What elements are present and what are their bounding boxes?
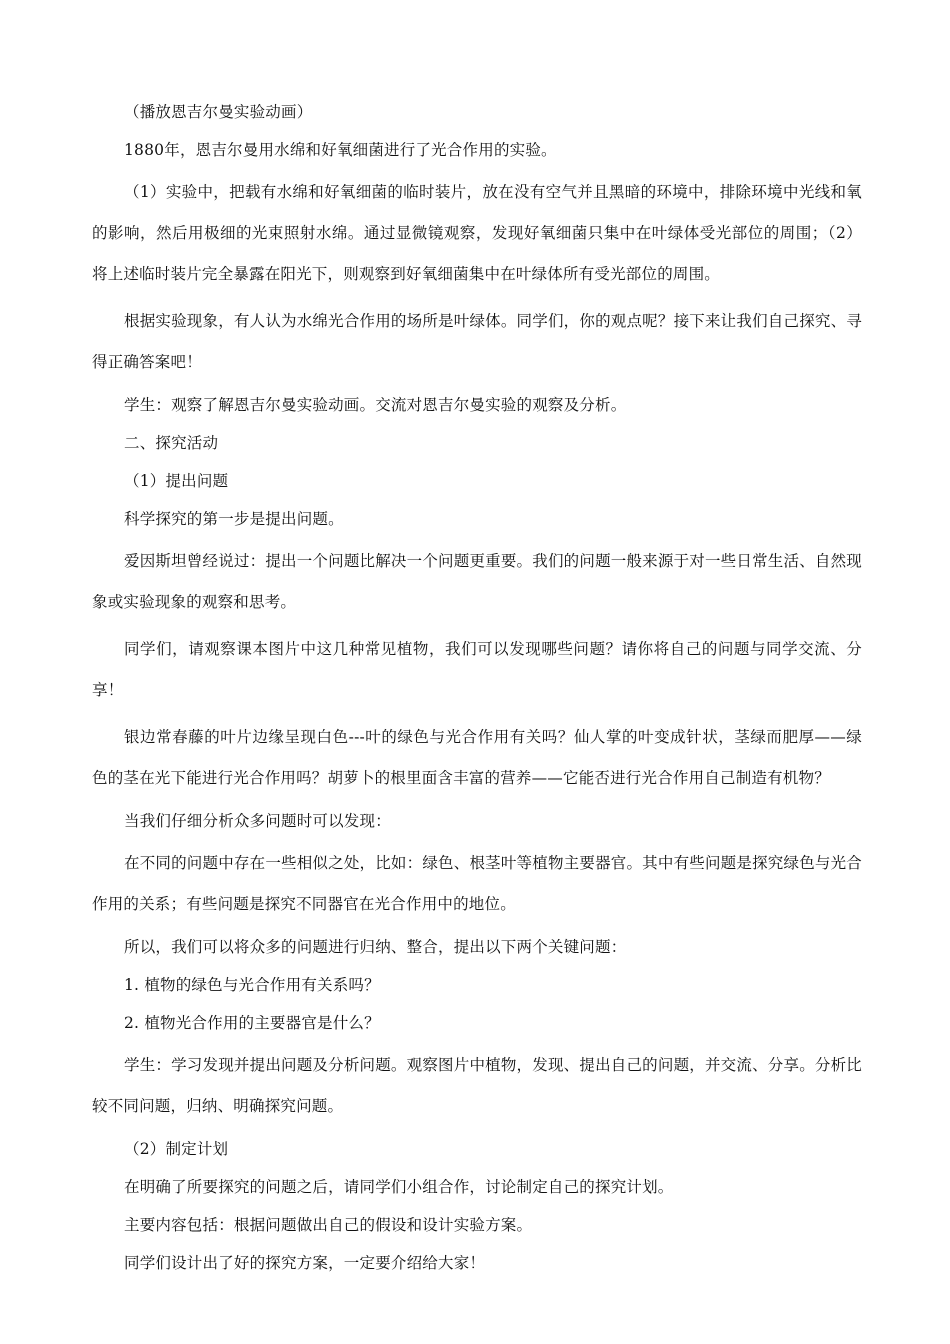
paragraph-plant-questions: 银边常春藤的叶片边缘呈现白色---叶的绿色与光合作用有关吗？仙人掌的叶变成针状，茎绿而肥厚——绿色的茎在光下能进行光合作用吗？胡萝卜的根里面含丰富的营养——它能否进行光合作用自己制造有机物？ bbox=[92, 728, 862, 787]
list-item-question-1: 1. 植物的绿色与光合作用有关系吗？ bbox=[124, 976, 380, 994]
paragraph-student-learning: 学生：学习发现并提出问题及分析问题。观察图片中植物，发现、提出自己的问题，并交流、分享。分析比较不同问题，归纳、明确探究问题。 bbox=[92, 1056, 862, 1115]
document-body bbox=[92, 96, 862, 1279]
paragraph-key-questions-intro: 所以，我们可以将众多的问题进行归纳、整合，提出以下两个关键问题： bbox=[124, 938, 627, 956]
paragraph-main-content: 主要内容包括：根据问题做出自己的假设和设计实验方案。 bbox=[124, 1216, 533, 1234]
paragraph-einstein: 爱因斯坦曾经说过：提出一个问题比解决一个问题更重要。我们的问题一般来源于对一些日常生活、自然现象或实验现象的观察和思考。 bbox=[92, 552, 862, 611]
paragraph-experiment-steps: （1）实验中，把载有水绵和好氧细菌的临时装片，放在没有空气并且黑暗的环境中，排除环境中光线和氧的影响，然后用极细的光束照射水绵。通过显微镜观察，发现好氧细菌只集中在叶绿体受光部位的周围；（2）将上述临时装片完全暴露在阳光下，则观察到好氧细菌集中在叶绿体所有受光部位的周围。 bbox=[92, 183, 862, 283]
paragraph-observe-plants: 同学们，请观察课本图片中这几种常见植物，我们可以发现哪些问题？请你将自己的问题与同学交流、分享！ bbox=[92, 640, 862, 699]
paragraph-group-plan: 在明确了所要探究的问题之后，请同学们小组合作，讨论制定自己的探究计划。 bbox=[124, 1178, 674, 1196]
paragraph-1880: 1880年，恩吉尔曼用水绵和好氧细菌进行了光合作用的实验。 bbox=[124, 141, 557, 159]
paragraph-first-step: 科学探究的第一步是提出问题。 bbox=[124, 510, 344, 528]
list-item-question-2: 2. 植物光合作用的主要器官是什么？ bbox=[124, 1014, 380, 1032]
subheading-make-plan: （2）制定计划 bbox=[124, 1140, 229, 1158]
paragraph-similarities: 在不同的问题中存在一些相似之处，比如：绿色、根茎叶等植物主要器官。其中有些问题是探究绿色与光合作用的关系；有些问题是探究不同器官在光合作用中的地位。 bbox=[92, 854, 862, 913]
paragraph-share-plan: 同学们设计出了好的探究方案，一定要介绍给大家！ bbox=[124, 1254, 486, 1272]
paragraph-chloroplast-view: 根据实验现象，有人认为水绵光合作用的场所是叶绿体。同学们，你的观点呢？接下来让我们自己探究、寻得正确答案吧！ bbox=[92, 312, 862, 371]
paragraph-student-observe: 学生：观察了解恩吉尔曼实验动画。交流对恩吉尔曼实验的观察及分析。 bbox=[124, 396, 627, 414]
paragraph-analysis-intro: 当我们仔细分析众多问题时可以发现： bbox=[124, 812, 391, 830]
section-heading-inquiry: 二、探究活动 bbox=[124, 434, 219, 452]
subheading-ask-question: （1）提出问题 bbox=[124, 472, 229, 490]
paragraph-animation-note: （播放恩吉尔曼实验动画） bbox=[124, 103, 313, 121]
